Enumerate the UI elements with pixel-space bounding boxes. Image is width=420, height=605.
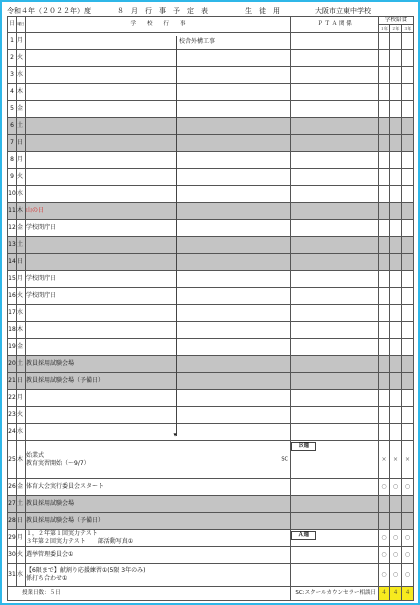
event-text: 体育大会実行委員会スタート <box>26 483 105 490</box>
weekday-cell: 水 <box>17 186 26 203</box>
pta-cell <box>291 67 379 84</box>
lunch-cell <box>390 50 402 67</box>
pta-cell <box>291 424 379 441</box>
pta-cell <box>291 564 379 587</box>
lunch-cell <box>390 288 402 305</box>
event-cell <box>26 135 291 152</box>
weekday-cell: 土 <box>17 237 26 254</box>
lunch-cell <box>402 356 414 373</box>
lunch-cell: ○ <box>402 547 414 564</box>
pta-cell <box>291 169 379 186</box>
pta-cell <box>291 373 379 390</box>
lunch-cell: × <box>379 441 390 479</box>
weekday-cell: 月 <box>17 152 26 169</box>
day-cell: 15 <box>8 271 17 288</box>
lunch-cell <box>390 305 402 322</box>
day-cell: 17 <box>8 305 17 322</box>
lunch-cell <box>379 237 390 254</box>
table-row <box>8 254 414 271</box>
lunch-cell <box>379 322 390 339</box>
day-cell: 13 <box>8 237 17 254</box>
lunch-cell <box>379 356 390 373</box>
lunch-cell <box>402 101 414 118</box>
weekday-cell: 火 <box>17 169 26 186</box>
event-cell <box>26 118 291 135</box>
lunch-cell <box>402 237 414 254</box>
event-cell <box>26 547 291 564</box>
lunch-cell <box>379 50 390 67</box>
lunch-cell <box>402 169 414 186</box>
table-row <box>8 288 414 305</box>
event-cell <box>26 390 291 407</box>
table-row <box>8 237 414 254</box>
event-text: １，２年第１回実力テスト <box>26 530 98 537</box>
lunch-cell <box>402 135 414 152</box>
weekday-cell: 月 <box>17 530 26 547</box>
table-row <box>8 530 414 547</box>
lunch-cell: × <box>390 441 402 479</box>
lunch-cell <box>390 339 402 356</box>
weekday-cell: 日 <box>17 513 26 530</box>
event-cell <box>26 186 291 203</box>
fiscal-year: 令和４年（２０２２年）度 <box>7 7 91 15</box>
count-grade1: ４ <box>379 587 390 601</box>
event-text: 学校閉庁日 <box>26 224 57 231</box>
event-cell <box>26 373 291 390</box>
lunch-cell <box>379 152 390 169</box>
event-cell <box>26 424 291 441</box>
sc-mark: SC <box>281 456 288 462</box>
lunch-cell <box>379 67 390 84</box>
event-cell <box>26 339 291 356</box>
day-cell: 7 <box>8 135 17 152</box>
grade2-header: ２年 <box>390 25 402 33</box>
table-row <box>8 322 414 339</box>
weekday-cell: 木 <box>17 203 26 220</box>
pta-cell <box>291 84 379 101</box>
lunch-cell: ○ <box>379 530 390 547</box>
day-cell: 26 <box>8 479 17 496</box>
pta-cell <box>291 390 379 407</box>
event-text: ３年第２回実力テスト 部活動写真① <box>26 538 134 545</box>
day-cell: 27 <box>8 496 17 513</box>
count-grade3: ４ <box>402 587 414 601</box>
event-text: 教育実習開始（～9/7） <box>26 459 90 467</box>
event-cell <box>26 67 291 84</box>
lunch-cell <box>390 135 402 152</box>
day-cell: 18 <box>8 322 17 339</box>
sc-note: SC:スクールカウンセラー相談日 <box>291 587 379 601</box>
lunch-cell <box>379 186 390 203</box>
pta-cell <box>291 496 379 513</box>
lunch-cell <box>390 271 402 288</box>
footer-row <box>8 587 414 601</box>
lunch-cell <box>402 288 414 305</box>
pta-cell <box>291 220 379 237</box>
lunch-cell: ○ <box>402 530 414 547</box>
lunch-cell <box>390 254 402 271</box>
weekday-cell: 月 <box>17 271 26 288</box>
pta-cell <box>291 407 379 424</box>
lunch-cell <box>390 390 402 407</box>
event-cell <box>26 288 291 305</box>
event-text: 教員採用試験会場 <box>26 360 75 367</box>
lunch-cell <box>390 220 402 237</box>
weekday-cell: 水 <box>17 67 26 84</box>
pta-cell <box>291 237 379 254</box>
lunch-cell <box>379 101 390 118</box>
lunch-cell <box>402 152 414 169</box>
table-row <box>8 390 414 407</box>
lunch-cell <box>390 513 402 530</box>
pta-week-label: Ａ週 <box>291 531 316 540</box>
weekday-cell: 土 <box>17 496 26 513</box>
table-row <box>8 50 414 67</box>
weekday-cell: 木 <box>17 322 26 339</box>
lunch-cell <box>390 169 402 186</box>
day-cell: 9 <box>8 169 17 186</box>
lunch-cell <box>379 424 390 441</box>
event-cell <box>26 496 291 513</box>
table-row <box>8 101 414 118</box>
pta-cell <box>291 322 379 339</box>
event-cell <box>26 152 291 169</box>
table-row <box>8 152 414 169</box>
lunch-cell <box>390 373 402 390</box>
lunch-cell: ○ <box>390 547 402 564</box>
event-text: 選挙管理委員会① <box>26 551 74 558</box>
event-cell <box>26 407 291 424</box>
lunch-cell: ○ <box>379 479 390 496</box>
lunch-cell <box>390 356 402 373</box>
pta-cell <box>291 254 379 271</box>
day-header: 日 <box>8 17 17 33</box>
lunch-cell <box>402 33 414 50</box>
lunch-cell <box>402 220 414 237</box>
lunch-cell <box>402 271 414 288</box>
lunch-cell <box>402 373 414 390</box>
weekday-cell: 土 <box>17 118 26 135</box>
page-title: ８ 月 行 事 予 定 表 <box>117 7 208 15</box>
event-cell <box>26 564 291 587</box>
day-cell: 30 <box>8 547 17 564</box>
lunch-cell <box>379 373 390 390</box>
lesson-days: 授業日数：５日 <box>8 587 291 601</box>
event-cell <box>26 254 291 271</box>
day-cell: 21 <box>8 373 17 390</box>
lunch-cell <box>402 513 414 530</box>
lunch-cell <box>390 84 402 101</box>
table-row <box>8 135 414 152</box>
table-row <box>8 479 414 496</box>
day-cell: 6 <box>8 118 17 135</box>
day-cell: 3 <box>8 67 17 84</box>
lunch-cell <box>402 496 414 513</box>
table-row <box>8 356 414 373</box>
event-text: 始業式 <box>26 451 45 459</box>
table-row <box>8 564 414 587</box>
arrow-down-icon: ▼ <box>173 432 177 437</box>
table-row <box>8 547 414 564</box>
lunch-cell <box>402 407 414 424</box>
weekday-cell: 火 <box>17 288 26 305</box>
table-row <box>8 407 414 424</box>
weekday-cell: 月 <box>17 390 26 407</box>
weekday-cell: 木 <box>17 84 26 101</box>
lunch-cell <box>379 407 390 424</box>
table-row <box>8 441 414 479</box>
day-cell: 8 <box>8 152 17 169</box>
table-row <box>8 67 414 84</box>
weekday-cell: 日 <box>17 373 26 390</box>
event-cell <box>26 305 291 322</box>
pta-cell <box>291 479 379 496</box>
day-cell: 16 <box>8 288 17 305</box>
event-cell <box>26 513 291 530</box>
pta-cell <box>291 135 379 152</box>
table-row <box>8 305 414 322</box>
weekday-cell: 水 <box>17 564 26 587</box>
lunch-cell <box>379 33 390 50</box>
weekday-cell: 水 <box>17 424 26 441</box>
lunch-cell <box>379 135 390 152</box>
event-text: 係打ち合わせ① <box>26 575 68 582</box>
weekday-cell: 金 <box>17 339 26 356</box>
weekday-cell: 金 <box>17 220 26 237</box>
pta-cell <box>291 203 379 220</box>
event-text: 【6限まで】献割り応援練習①(5限 3年のみ) <box>26 567 146 574</box>
weekday-cell: 火 <box>17 547 26 564</box>
day-cell: 5 <box>8 101 17 118</box>
pta-cell <box>291 186 379 203</box>
event-cell <box>26 271 291 288</box>
lunch-cell: ○ <box>379 564 390 587</box>
weekday-header: 曜日 <box>17 17 26 33</box>
lunch-cell <box>379 390 390 407</box>
weekday-cell: 日 <box>17 135 26 152</box>
audience-label: 生 徒 用 <box>245 7 280 15</box>
lunch-cell <box>379 513 390 530</box>
table-row <box>8 496 414 513</box>
lunch-cell: ○ <box>402 479 414 496</box>
event-text: 教員採用試験会場 <box>26 500 75 507</box>
table-row <box>8 424 414 441</box>
lunch-cell <box>402 186 414 203</box>
lunch-cell <box>402 203 414 220</box>
weekday-cell: 金 <box>17 101 26 118</box>
lunch-cell: ○ <box>402 564 414 587</box>
weekday-cell: 木 <box>17 441 26 479</box>
lunch-cell: ○ <box>390 479 402 496</box>
pta-cell <box>291 441 379 479</box>
lunch-cell <box>402 67 414 84</box>
pta-week-label: Ｂ週 <box>291 442 316 451</box>
lunch-cell <box>402 305 414 322</box>
weekday-cell: 火 <box>17 407 26 424</box>
lunch-cell <box>379 254 390 271</box>
event-cell <box>26 356 291 373</box>
day-cell: 25 <box>8 441 17 479</box>
lunch-cell: × <box>402 441 414 479</box>
schedule-table <box>7 16 414 601</box>
lunch-cell <box>402 339 414 356</box>
pta-cell <box>291 530 379 547</box>
lunch-cell <box>379 288 390 305</box>
table-row <box>8 373 414 390</box>
lunch-cell <box>390 33 402 50</box>
pta-cell <box>291 271 379 288</box>
lunch-cell: ○ <box>390 530 402 547</box>
day-cell: 11 <box>8 203 17 220</box>
lunch-cell <box>402 50 414 67</box>
lunch-cell <box>379 339 390 356</box>
lunch-cell: ○ <box>379 547 390 564</box>
event-cell <box>26 101 291 118</box>
day-cell: 23 <box>8 407 17 424</box>
lunch-cell <box>379 169 390 186</box>
table-row <box>8 339 414 356</box>
event-cell <box>26 530 291 547</box>
table-row <box>8 118 414 135</box>
lunch-cell <box>390 67 402 84</box>
pta-cell <box>291 152 379 169</box>
lunch-cell <box>379 305 390 322</box>
day-cell: 4 <box>8 84 17 101</box>
table-row <box>8 220 414 237</box>
day-cell: 10 <box>8 186 17 203</box>
lunch-cell <box>402 84 414 101</box>
pta-cell <box>291 513 379 530</box>
event-cell <box>26 33 291 50</box>
grade3-header: ３年 <box>402 25 414 33</box>
lunch-cell <box>402 254 414 271</box>
lunch-cell <box>390 237 402 254</box>
lunch-cell <box>402 390 414 407</box>
lunch-cell <box>390 424 402 441</box>
lunch-cell <box>390 118 402 135</box>
pta-cell <box>291 356 379 373</box>
lunch-cell <box>390 407 402 424</box>
lunch-cell <box>379 496 390 513</box>
lunch-cell <box>379 118 390 135</box>
day-cell: 24 <box>8 424 17 441</box>
event-cell <box>26 322 291 339</box>
day-cell: 19 <box>8 339 17 356</box>
table-row <box>8 271 414 288</box>
weekday-cell: 月 <box>17 33 26 50</box>
event-text: 山の日 <box>26 207 45 214</box>
grade1-header: １年 <box>380 25 388 31</box>
lunch-cell <box>379 203 390 220</box>
day-cell: 14 <box>8 254 17 271</box>
pta-cell <box>291 339 379 356</box>
event-text: 教員採用試験会場（予備日） <box>26 377 105 384</box>
event-text: 教員採用試験会場（予備日） <box>26 517 105 524</box>
event-cell <box>26 203 291 220</box>
event-cell <box>26 169 291 186</box>
pta-cell <box>291 101 379 118</box>
lunch-cell <box>390 101 402 118</box>
event-cell <box>26 237 291 254</box>
lunch-cell <box>379 84 390 101</box>
event-cell <box>26 441 291 479</box>
column-header-row <box>8 17 414 25</box>
day-cell: 31 <box>8 564 17 587</box>
table-row <box>8 186 414 203</box>
pta-cell <box>291 118 379 135</box>
school-name: 大阪市立東中学校 <box>315 7 371 15</box>
weekday-cell: 火 <box>17 50 26 67</box>
lunch-cell <box>390 322 402 339</box>
table-row <box>8 84 414 101</box>
event-cell <box>26 479 291 496</box>
pta-cell <box>291 50 379 67</box>
lunch-cell: ○ <box>390 564 402 587</box>
pta-cell <box>291 305 379 322</box>
lunch-cell <box>379 220 390 237</box>
lunch-cell <box>390 152 402 169</box>
day-cell: 1 <box>8 33 17 50</box>
lunch-cell <box>402 322 414 339</box>
day-cell: 2 <box>8 50 17 67</box>
weekday-cell: 金 <box>17 479 26 496</box>
day-cell: 28 <box>8 513 17 530</box>
construction-period-line <box>173 36 177 437</box>
day-cell: 20 <box>8 356 17 373</box>
lunch-cell <box>402 424 414 441</box>
lunch-header: 学校給食 <box>379 17 414 25</box>
pta-cell <box>291 547 379 564</box>
pta-header: Ｐ Ｔ Ａ 関 係 <box>291 17 379 33</box>
table-row <box>8 169 414 186</box>
day-cell: 22 <box>8 390 17 407</box>
event-text: 学校閉庁日 <box>26 275 57 282</box>
table-row <box>8 513 414 530</box>
day-cell: 12 <box>8 220 17 237</box>
lunch-cell <box>390 496 402 513</box>
lunch-cell <box>390 203 402 220</box>
count-grade2: ４ <box>390 587 402 601</box>
lunch-cell <box>390 186 402 203</box>
school-events-header: 学 校 行 事 <box>26 17 291 33</box>
lunch-cell <box>379 271 390 288</box>
event-cell <box>26 84 291 101</box>
weekday-cell: 水 <box>17 305 26 322</box>
event-cell <box>26 50 291 67</box>
pta-cell <box>291 33 379 50</box>
lunch-cell <box>402 118 414 135</box>
event-text: 学校閉庁日 <box>26 292 57 299</box>
weekday-cell: 日 <box>17 254 26 271</box>
event-cell <box>26 220 291 237</box>
table-row <box>8 203 414 220</box>
day-cell: 29 <box>8 530 17 547</box>
pta-cell <box>291 288 379 305</box>
construction-label: 校舎外構工事 <box>179 38 216 45</box>
weekday-cell: 土 <box>17 356 26 373</box>
